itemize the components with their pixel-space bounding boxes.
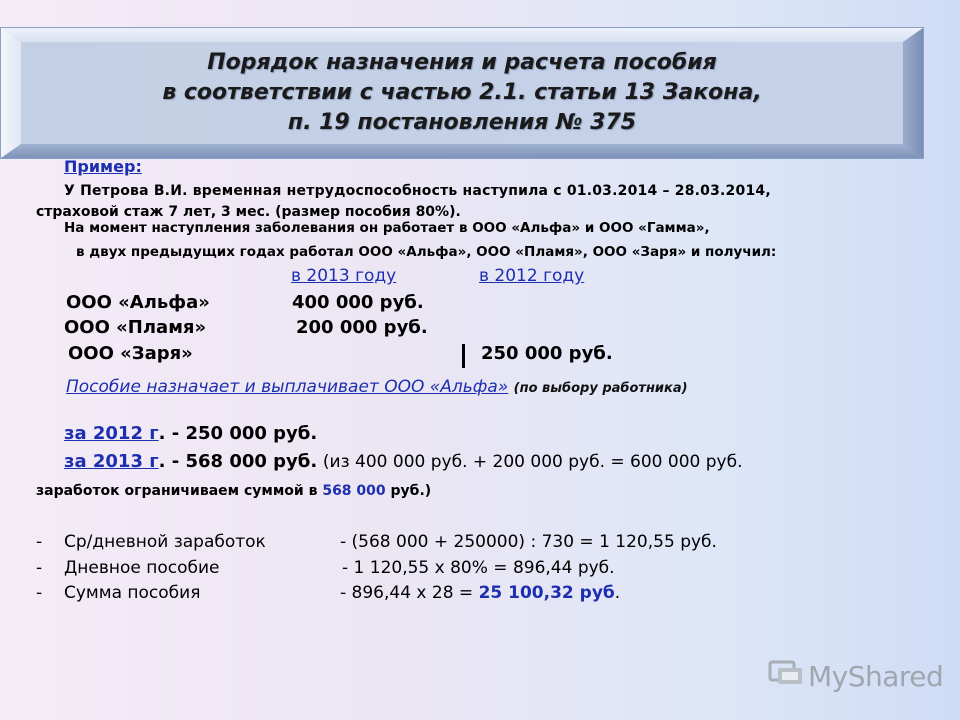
year-2012-line <box>64 423 317 444</box>
limit-line <box>36 483 431 499</box>
calc-dash-2: - <box>36 558 43 578</box>
calc-formula-3 <box>340 583 620 603</box>
example-paragraph-1b: страховой стаж 7 лет, 3 мес. (размер пособия 80%). <box>36 204 461 220</box>
title-line-1: Порядок назначения и расчета пособия <box>207 50 717 75</box>
year-2012-label: за 2012 г <box>64 423 159 444</box>
calc-formula-3-end: . <box>614 583 621 603</box>
year-2013-amount: . - 568 000 руб. <box>158 451 318 472</box>
text-cursor-bar <box>462 344 465 368</box>
watermark-text: MyShared <box>808 660 944 693</box>
row-plamya-2013: 200 000 руб. <box>296 317 428 338</box>
column-2012: в 2012 году <box>479 266 585 286</box>
calc-formula-2: - 1 120,55 х 80% = 896,44 руб. <box>342 558 615 578</box>
payer-note: (по выбору работника) <box>513 381 688 396</box>
limit-value: 568 000 <box>322 483 386 499</box>
myshared-logo-icon <box>766 658 806 688</box>
slide-title <box>21 48 903 138</box>
banner-bevel-left <box>1 28 21 158</box>
banner-bevel-top <box>1 28 923 42</box>
payer-line <box>66 377 688 397</box>
limit-end: руб.) <box>390 483 432 499</box>
title-line-3: п. 19 постановления № 375 <box>287 110 637 135</box>
year-2013-line <box>64 451 742 472</box>
banner-bevel-bottom <box>1 144 923 158</box>
title-line-2: в соответствии с частью 2.1. статьи 13 Закона, <box>162 80 762 105</box>
row-org-plamya: ООО «Пламя» <box>64 317 207 338</box>
banner-bevel-right <box>903 28 923 158</box>
calc-result: 25 100,32 руб <box>478 583 615 603</box>
row-zarya-2012: 250 000 руб. <box>481 343 613 364</box>
calc-dash-1: - <box>36 532 43 552</box>
example-paragraph-2: На момент наступления заболевания он работает в ООО «Альфа» и ООО «Гамма», <box>64 220 710 236</box>
year-2012-amount: . - 250 000 руб. <box>158 423 318 444</box>
example-paragraph-1a: У Петрова В.И. временная нетрудоспособность наступила с 01.03.2014 – 28.03.2014, <box>64 183 771 199</box>
calc-label-1: Ср/дневной заработок <box>64 532 266 552</box>
calc-formula-3-start: - 896,44 х 28 = <box>340 583 479 603</box>
row-alfa-2013: 400 000 руб. <box>292 292 424 313</box>
example-paragraph-3: в двух предыдущих годах работал ООО «Альфа», ООО «Пламя», ООО «Заря» и получил: <box>76 244 777 260</box>
year-2013-label: за 2013 г <box>64 451 159 472</box>
calc-formula-1: - (568 000 + 250000) : 730 = 1 120,55 руб. <box>340 532 717 552</box>
payer-main: Пособие назначает и выплачивает ООО «Альфа» <box>66 377 509 397</box>
title-banner <box>0 27 924 159</box>
calc-label-3: Сумма пособия <box>64 583 201 603</box>
year-2013-note: (из 400 000 руб. + 200 000 руб. = 600 000 руб. <box>322 452 743 472</box>
column-2013: в 2013 году <box>291 266 397 286</box>
row-org-zarya: ООО «Заря» <box>68 343 193 364</box>
limit-text: заработок ограничиваем суммой в <box>36 483 318 499</box>
row-org-alfa: ООО «Альфа» <box>66 292 210 313</box>
example-label: Пример: <box>64 157 142 176</box>
calc-label-2: Дневное пособие <box>64 558 220 578</box>
calc-dash-3: - <box>36 583 43 603</box>
